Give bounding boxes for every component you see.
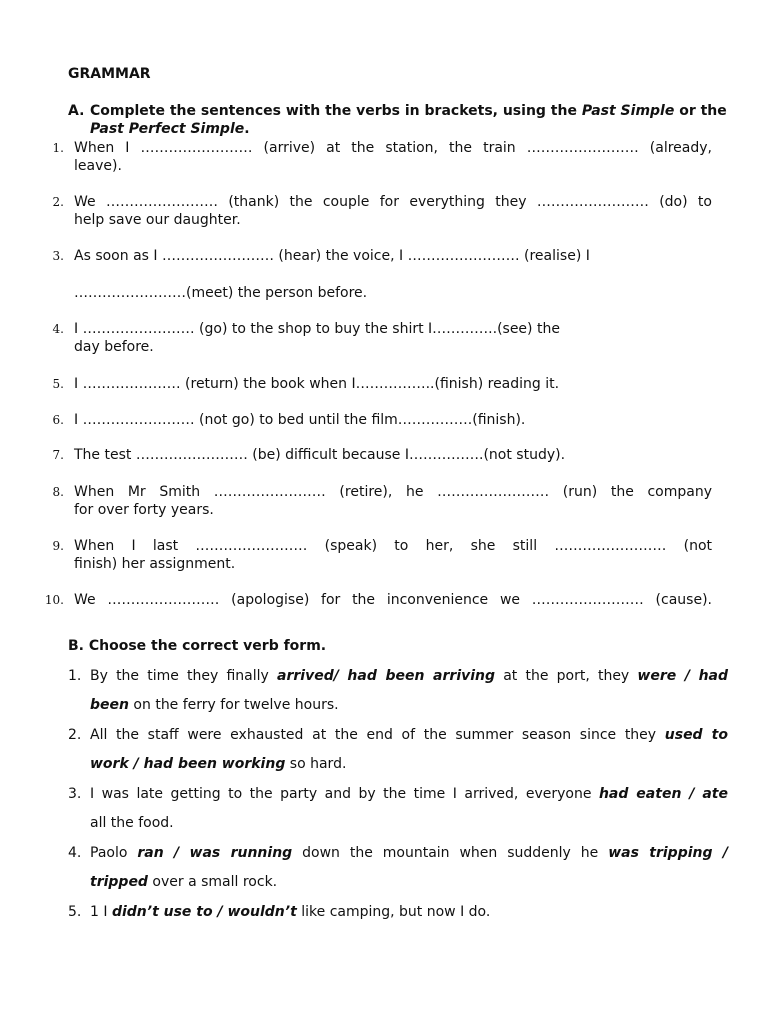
question-number: 5. — [68, 904, 82, 920]
sentence-text: so hard. — [285, 756, 347, 772]
instruction-text: or the — [674, 103, 727, 119]
question-text — [74, 139, 712, 175]
question-line — [90, 868, 728, 897]
verb-option: were / had — [637, 668, 728, 684]
sentence-text: By the time they finally — [90, 668, 278, 684]
verb-option: used to — [664, 727, 728, 743]
question-text — [74, 284, 712, 302]
question-a-item — [40, 483, 712, 519]
tense-past-simple: Past Simple — [581, 103, 675, 119]
sentence-text: I was late getting to the party and by the time I arrived, everyone — [90, 786, 599, 802]
sentence-text: like camping, but now I do. — [296, 904, 491, 920]
section-a-instructions — [90, 102, 728, 138]
question-number: 7. — [52, 448, 64, 462]
question-number: 5. — [52, 377, 64, 391]
question-text — [74, 537, 712, 573]
sentence-text: down the mountain when suddenly he — [292, 845, 609, 861]
section-a-heading — [68, 102, 728, 138]
page-title: GRAMMAR — [68, 66, 151, 82]
question-line: I …………………… (go) to the shop to buy the shirt I…………..(see) the — [74, 321, 560, 337]
question-line: We …………………… (apologise) for the inconvenience we …………………… (cause). — [74, 592, 712, 608]
question-line: ……………………(meet) the person before. — [74, 285, 368, 301]
question-line — [90, 662, 728, 691]
instruction-text: Complete the sentences with the verbs in brackets, using the — [90, 103, 582, 119]
question-line: As soon as I …………………… (hear) the voice, I …………………… (realise) I — [74, 248, 590, 264]
question-line — [90, 780, 728, 809]
question-text — [90, 780, 728, 838]
instruction-text: . — [244, 121, 250, 137]
question-number: 6. — [52, 413, 64, 427]
question-b-item — [68, 898, 728, 927]
question-b-item — [68, 662, 728, 720]
question-line — [90, 691, 728, 720]
question-a-item — [40, 284, 712, 302]
question-number: 1. — [68, 668, 82, 684]
section-b-label: B. — [68, 638, 84, 654]
question-line: When I …………………… (arrive) at the station, the train …………………… (already, — [74, 140, 712, 156]
sentence-text: all the food. — [90, 815, 174, 831]
question-line — [90, 839, 728, 868]
question-a-item — [40, 247, 712, 265]
verb-option: didn’t use to / wouldn’t — [111, 904, 297, 920]
section-b-instructions: Choose the correct verb form. — [88, 638, 327, 654]
question-a-item — [40, 537, 712, 573]
question-line — [90, 898, 728, 927]
question-text — [90, 839, 728, 897]
question-text — [74, 591, 712, 609]
verb-option: ran / was running — [137, 845, 293, 861]
sentence-text: All the staff were exhausted at the end of the summer season since they — [90, 727, 665, 743]
question-text — [90, 898, 728, 927]
question-text — [90, 721, 728, 779]
question-b-item — [68, 839, 728, 897]
verb-option: work / had been working — [90, 756, 286, 772]
tense-past-perfect-simple: Past Perfect Simple — [90, 121, 245, 137]
verb-option: been — [90, 697, 129, 713]
question-number: 9. — [52, 539, 64, 553]
question-a-item — [40, 320, 712, 356]
question-a-item — [40, 446, 712, 464]
sentence-text: on the ferry for twelve hours. — [128, 697, 339, 713]
question-a-item — [40, 591, 712, 609]
question-number: 4. — [52, 322, 64, 336]
question-b-item — [68, 721, 728, 779]
verb-option: tripped — [90, 874, 148, 890]
question-line: help save our daughter. — [74, 212, 241, 228]
question-line: leave). — [74, 158, 122, 174]
question-line: for over forty years. — [74, 502, 214, 518]
question-a-item — [40, 411, 712, 429]
verb-option: was tripping / — [608, 845, 728, 861]
question-line: When I last …………………… (speak) to her, she still …………………… (not — [74, 538, 712, 554]
section-b-heading — [68, 638, 326, 654]
sentence-text: Paolo — [90, 845, 138, 861]
question-text — [74, 446, 712, 464]
question-number: 8. — [52, 485, 64, 499]
question-line: I ………………… (return) the book when I……………..(finish) reading it. — [74, 376, 560, 392]
question-line: finish) her assignment. — [74, 556, 236, 572]
sentence-text: 1 I — [90, 904, 112, 920]
question-line — [90, 750, 728, 779]
question-line: When Mr Smith …………………… (retire), he …………………… (run) the company — [74, 484, 712, 500]
sentence-text: over a small rock. — [147, 874, 278, 890]
question-text — [74, 320, 712, 356]
question-number: 2. — [52, 195, 64, 209]
question-b-item — [68, 780, 728, 838]
section-a-label: A. — [68, 103, 85, 119]
question-a-item — [40, 193, 712, 229]
verb-option: arrived/ had been arriving — [277, 668, 496, 684]
question-number: 10. — [44, 593, 64, 607]
question-text — [74, 247, 712, 265]
question-line: I …………………… (not go) to bed until the film…………….(finish). — [74, 412, 526, 428]
question-text — [90, 662, 728, 720]
question-a-item — [40, 139, 712, 175]
question-line: The test …………………… (be) difficult because I…………….(not study). — [74, 447, 566, 463]
question-text — [74, 375, 712, 393]
verb-option: had eaten / ate — [598, 786, 728, 802]
question-text — [74, 193, 712, 229]
question-line: day before. — [74, 339, 154, 355]
question-text — [74, 411, 712, 429]
question-line — [90, 809, 728, 838]
question-number: 3. — [52, 249, 64, 263]
question-text — [74, 483, 712, 519]
sentence-text: at the port, they — [495, 668, 638, 684]
question-number: 4. — [68, 845, 82, 861]
question-line: We …………………… (thank) the couple for everything they …………………… (do) to — [74, 194, 712, 210]
question-a-item — [40, 375, 712, 393]
question-number: 1. — [52, 141, 64, 155]
question-number: 3. — [68, 786, 82, 802]
question-line — [90, 721, 728, 750]
question-number: 2. — [68, 727, 82, 743]
